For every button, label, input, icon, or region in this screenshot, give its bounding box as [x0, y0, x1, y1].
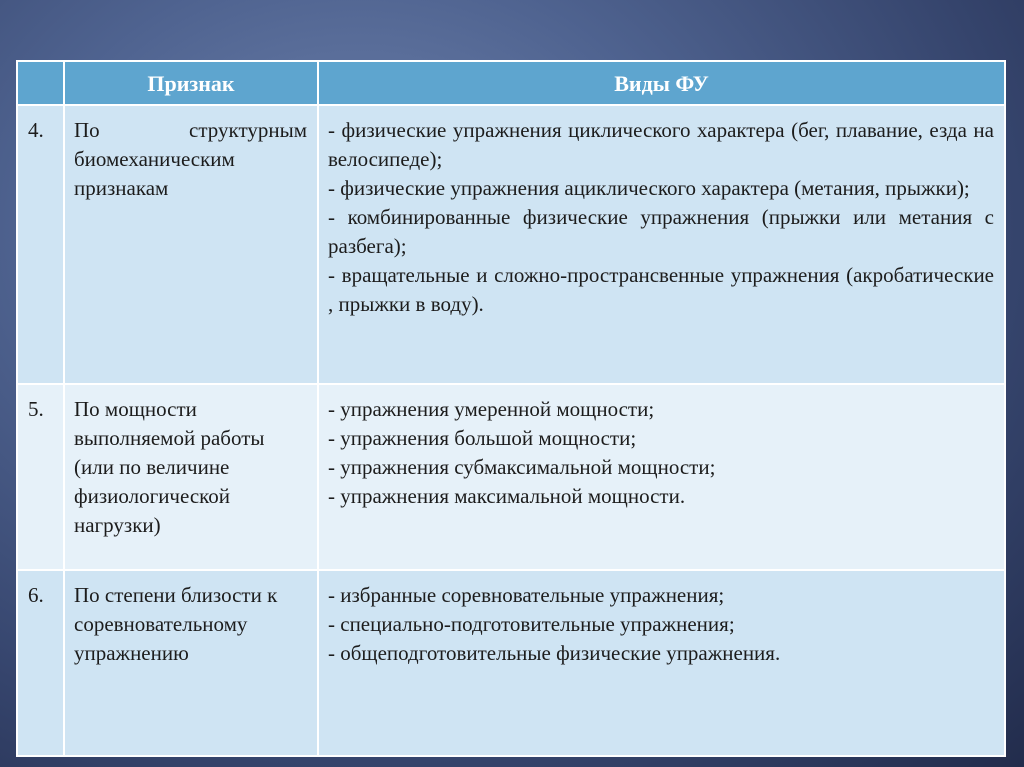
table-row [17, 105, 1005, 384]
list-item: - упражнения большой мощности; [328, 426, 637, 450]
table-row [17, 570, 1005, 756]
list-item: - упражнения умеренной мощности; [328, 397, 655, 421]
row-kinds [318, 570, 1005, 756]
classification-table [16, 60, 1006, 757]
row-sign [64, 570, 318, 756]
table-row [17, 384, 1005, 570]
table-header-row [17, 61, 1005, 105]
row-sign-text: По структурным биомеханическим признакам [74, 118, 307, 200]
header-num [17, 61, 64, 105]
list-item: - избранные соревновательные упражнения; [328, 583, 725, 607]
row-number: 5. [17, 384, 64, 570]
row-number: 6. [17, 570, 64, 756]
header-kinds: Виды ФУ [318, 61, 1005, 105]
list-item: - физические упражнения ациклического характера (метания, прыжки); [328, 176, 970, 200]
list-item: - физические упражнения циклического характера (бег, плавание, езда на велосипеде); [328, 118, 994, 171]
list-item: - упражнения максимальной мощности. [328, 484, 686, 508]
header-sign: Признак [64, 61, 318, 105]
row-number: 4. [17, 105, 64, 384]
row-sign-text: По мощности выполняемой работы (или по величине физиологической нагрузки) [74, 397, 265, 537]
list-item: - общеподготовительные физические упражнения. [328, 641, 781, 665]
row-kinds [318, 105, 1005, 384]
row-sign [64, 384, 318, 570]
list-item: - специально-подготовительные упражнения; [328, 612, 735, 636]
row-sign-text: По степени близости к соревновательному упражнению [74, 583, 278, 665]
list-item: - вращательные и сложно-пространсвенные упражнения (акробатические , прыжки в воду). [328, 263, 994, 316]
list-item: - комбинированные физические упражнения (прыжки или метания с разбега); [328, 205, 994, 258]
row-kinds [318, 384, 1005, 570]
row-sign [64, 105, 318, 384]
list-item: - упражнения субмаксимальной мощности; [328, 455, 716, 479]
